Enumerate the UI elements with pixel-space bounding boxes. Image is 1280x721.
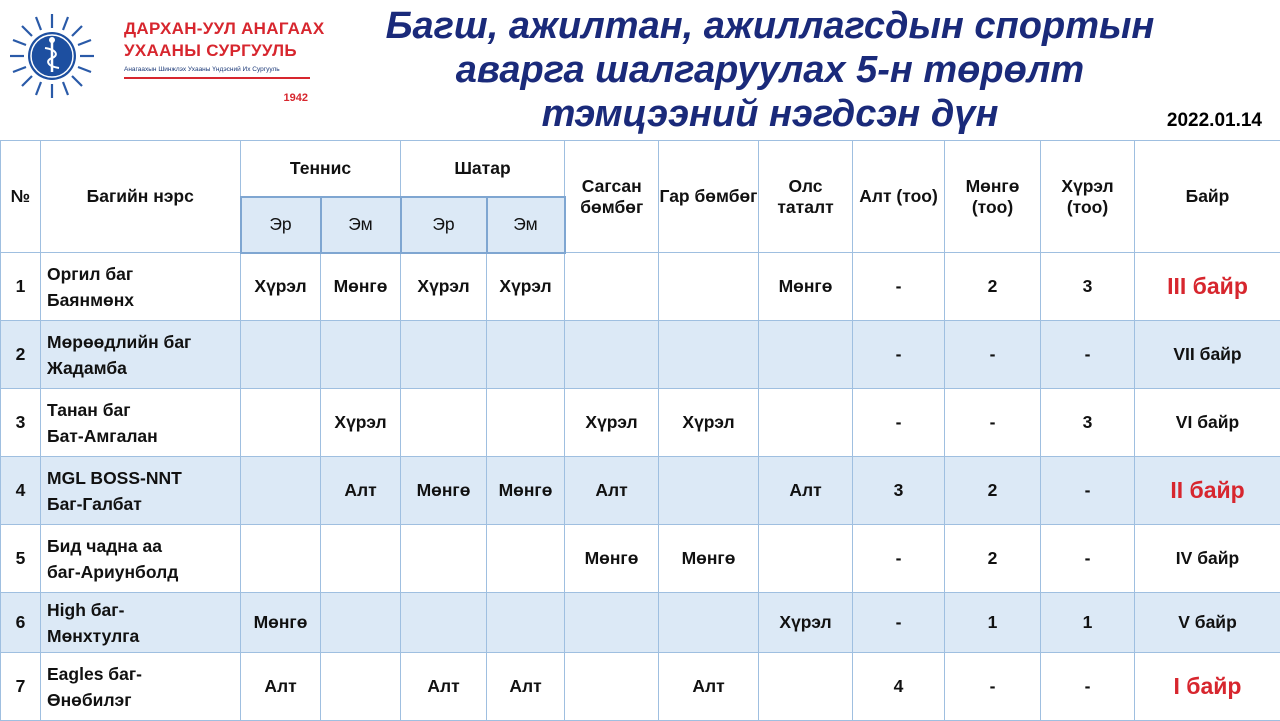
university-name-line1: ДАРХАН-УУЛ АНАГААХ — [124, 18, 324, 40]
team-name — [41, 457, 241, 525]
tug-of-war-cell — [759, 389, 853, 457]
header-team: Багийн нэрс — [41, 141, 241, 253]
volleyball-cell: Мөнгө — [659, 525, 759, 593]
place-cell: II байр — [1135, 457, 1280, 525]
tug-of-war-cell: Хүрэл — [759, 593, 853, 653]
basketball-cell — [565, 253, 659, 321]
team-name-line1: Eagles баг- — [47, 661, 240, 687]
silver-count-cell: 2 — [945, 525, 1041, 593]
basketball-cell — [565, 321, 659, 389]
bronze-count-cell: 1 — [1041, 593, 1135, 653]
table-row — [1, 653, 1280, 721]
header-gold-count: Алт (тоо) — [853, 141, 945, 253]
gold-count-cell: - — [853, 525, 945, 593]
team-name — [41, 253, 241, 321]
chess-men-cell — [401, 321, 487, 389]
volleyball-cell — [659, 321, 759, 389]
header-row — [1, 141, 1280, 197]
header-place: Байр — [1135, 141, 1280, 253]
bronze-count-cell: - — [1041, 653, 1135, 721]
header-volleyball: Гар бөмбөг — [659, 141, 759, 253]
team-name-line1: Оргил баг — [47, 261, 240, 287]
volleyball-cell — [659, 253, 759, 321]
team-name-line1: High баг- — [47, 597, 240, 623]
basketball-cell — [565, 653, 659, 721]
team-name-line2: баг-Ариунболд — [47, 559, 240, 585]
tug-of-war-cell — [759, 525, 853, 593]
place-cell: VI байр — [1135, 389, 1280, 457]
table-row — [1, 253, 1280, 321]
table-row — [1, 389, 1280, 457]
tennis-men-cell — [241, 525, 321, 593]
tennis-men-cell — [241, 457, 321, 525]
university-name-line2: УХААНЫ СУРГУУЛЬ — [124, 40, 324, 62]
chess-men-cell — [401, 525, 487, 593]
basketball-cell — [565, 593, 659, 653]
tennis-men-cell — [241, 321, 321, 389]
title-line-3: тэмцээний нэгдсэн дүн — [320, 92, 1220, 136]
tennis-women-cell — [321, 653, 401, 721]
chess-women-cell: Мөнгө — [487, 457, 565, 525]
bronze-count-cell: - — [1041, 457, 1135, 525]
tennis-women-cell — [321, 525, 401, 593]
volleyball-cell: Хүрэл — [659, 389, 759, 457]
table-row — [1, 321, 1280, 389]
volleyball-cell — [659, 457, 759, 525]
tennis-women-cell — [321, 321, 401, 389]
silver-count-cell: 2 — [945, 253, 1041, 321]
chess-men-cell: Алт — [401, 653, 487, 721]
volleyball-cell: Алт — [659, 653, 759, 721]
team-name-line2: Баг-Галбат — [47, 491, 240, 517]
basketball-cell: Алт — [565, 457, 659, 525]
basketball-cell: Мөнгө — [565, 525, 659, 593]
team-name-line2: Жадамба — [47, 355, 240, 381]
gold-count-cell: - — [853, 389, 945, 457]
header-tug-of-war: Олс таталт — [759, 141, 853, 253]
silver-count-cell: 2 — [945, 457, 1041, 525]
row-number: 2 — [1, 321, 41, 389]
bronze-count-cell: 3 — [1041, 253, 1135, 321]
tug-of-war-cell — [759, 653, 853, 721]
team-name-line2: Бат-Амгалан — [47, 423, 240, 449]
header-chess-women: Эм — [487, 197, 565, 253]
header-tennis: Теннис — [241, 141, 401, 197]
chess-women-cell — [487, 593, 565, 653]
bronze-count-cell: - — [1041, 525, 1135, 593]
row-number: 7 — [1, 653, 41, 721]
header-bronze-count: Хүрэл (тоо) — [1041, 141, 1135, 253]
university-name — [124, 18, 324, 79]
chess-women-cell — [487, 389, 565, 457]
team-name — [41, 389, 241, 457]
volleyball-cell — [659, 593, 759, 653]
report-date: 2022.01.14 — [1167, 110, 1262, 132]
tug-of-war-cell — [759, 321, 853, 389]
university-emblem-icon — [8, 12, 108, 100]
team-name — [41, 525, 241, 593]
team-name-line1: Мөрөөдлийн баг — [47, 329, 240, 355]
place-cell: I байр — [1135, 653, 1280, 721]
row-number: 5 — [1, 525, 41, 593]
team-name-line1: Танан баг — [47, 397, 240, 423]
chess-women-cell: Хүрэл — [487, 253, 565, 321]
gold-count-cell: 3 — [853, 457, 945, 525]
tennis-men-cell — [241, 389, 321, 457]
table-row — [1, 593, 1280, 653]
gold-count-cell: 4 — [853, 653, 945, 721]
team-name-line2: Мөнхтулга — [47, 623, 240, 649]
team-name — [41, 593, 241, 653]
tennis-women-cell: Хүрэл — [321, 389, 401, 457]
header-chess: Шатар — [401, 141, 565, 197]
gold-count-cell: - — [853, 321, 945, 389]
tennis-women-cell: Мөнгө — [321, 253, 401, 321]
gold-count-cell: - — [853, 593, 945, 653]
tennis-men-cell: Мөнгө — [241, 593, 321, 653]
university-logo — [8, 8, 308, 108]
row-number: 1 — [1, 253, 41, 321]
header-tennis-women: Эм — [321, 197, 401, 253]
silver-count-cell: - — [945, 321, 1041, 389]
header-chess-men: Эр — [401, 197, 487, 253]
team-name — [41, 653, 241, 721]
tug-of-war-cell: Мөнгө — [759, 253, 853, 321]
tug-of-war-cell: Алт — [759, 457, 853, 525]
header-basketball: Сагсан бөмбөг — [565, 141, 659, 253]
chess-women-cell: Алт — [487, 653, 565, 721]
page-title — [320, 4, 1220, 136]
team-name-line2: Өнөбилэг — [47, 687, 240, 713]
basketball-cell: Хүрэл — [565, 389, 659, 457]
results-table — [0, 140, 1280, 721]
team-name — [41, 321, 241, 389]
chess-women-cell — [487, 525, 565, 593]
chess-men-cell: Хүрэл — [401, 253, 487, 321]
team-name-line2: Баянмөнх — [47, 287, 240, 313]
university-subtitle: Анагаахын Шинжлэх Ухааны Үндэсний Их Сургууль — [124, 66, 310, 79]
silver-count-cell: - — [945, 389, 1041, 457]
place-cell: VII байр — [1135, 321, 1280, 389]
header-tennis-men: Эр — [241, 197, 321, 253]
title-line-2: аварга шалгаруулах 5-н төрөлт — [320, 48, 1220, 92]
header-silver-count: Мөнгө (тоо) — [945, 141, 1041, 253]
chess-women-cell — [487, 321, 565, 389]
row-number: 4 — [1, 457, 41, 525]
table-row — [1, 525, 1280, 593]
place-cell: IV байр — [1135, 525, 1280, 593]
bronze-count-cell: - — [1041, 321, 1135, 389]
team-name-line1: Бид чадна аа — [47, 533, 240, 559]
tennis-men-cell: Хүрэл — [241, 253, 321, 321]
tennis-women-cell — [321, 593, 401, 653]
row-number: 3 — [1, 389, 41, 457]
university-year: 1942 — [122, 92, 308, 104]
silver-count-cell: 1 — [945, 593, 1041, 653]
tennis-men-cell: Алт — [241, 653, 321, 721]
bronze-count-cell: 3 — [1041, 389, 1135, 457]
title-line-1: Багш, ажилтан, ажиллагсдын спортын — [320, 4, 1220, 48]
silver-count-cell: - — [945, 653, 1041, 721]
tennis-women-cell: Алт — [321, 457, 401, 525]
place-cell: V байр — [1135, 593, 1280, 653]
table-row — [1, 457, 1280, 525]
chess-men-cell — [401, 593, 487, 653]
row-number: 6 — [1, 593, 41, 653]
team-name-line1: MGL BOSS-NNT — [47, 465, 240, 491]
chess-men-cell: Мөнгө — [401, 457, 487, 525]
gold-count-cell: - — [853, 253, 945, 321]
header-no: № — [1, 141, 41, 253]
chess-men-cell — [401, 389, 487, 457]
place-cell: III байр — [1135, 253, 1280, 321]
